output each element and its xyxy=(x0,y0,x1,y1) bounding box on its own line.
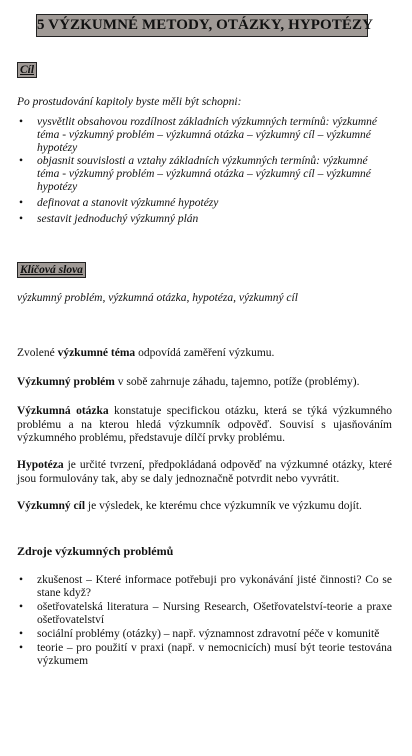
source-item: • ošetřovatelská literatura – Nursing Research, Ošetřovatelství-teorie a praxe ošetřovatelství xyxy=(17,601,392,627)
source-item: • teorie – pro použití v praxi (např. v nemocnicích) musí být teorie testována výzkumem xyxy=(17,642,392,668)
source-item: • sociální problémy (otázky) – např. významnost zdravotní péče v komunitě xyxy=(17,628,392,641)
definition-text: je určité tvrzení, předpokládaná odpověď na výzkumné otázky, které jsou formulovány tak, aby se daly jednoznačně potvrdit nebo vyvrátit. xyxy=(17,459,392,485)
goal-item: • sestavit jednoduchý výzkumný plán xyxy=(17,213,392,226)
definition-text: konstatuje specifickou otázku, která se týká výzkumného problému a na kterou hledá výzkumník odpověď. Souvisí s ujasňováním výzkumného problému, představuje dílčí prvky problému. xyxy=(17,405,392,444)
definition-term: výzkumné téma xyxy=(57,347,136,359)
keywords-label: Klíčová slova xyxy=(17,262,86,278)
definition-text: odpovídá zaměření výzkumu. xyxy=(135,347,275,359)
definition-paragraph xyxy=(17,405,392,446)
definition-text: v sobě zahrnuje záhadu, tajemno, potíže (problémy). xyxy=(114,376,360,388)
chapter-title: 5 VÝZKUMNÉ METODY, OTÁZKY, HYPOTÉZY xyxy=(36,14,368,37)
goal-item: • objasnit souvislosti a vztahy základních výzkumných termínů: výzkumné téma - výzkumný problém – výzkumná otázka – výzkumný cíl – výzkumné hypotézy xyxy=(17,155,392,194)
goal-item: • vysvětlit obsahovou rozdílnost základních výzkumných termínů: výzkumné téma - výzkumný problém – výzkumná otázka – výzkumný cíl – výzkumné hypotézy xyxy=(17,116,392,155)
definition-prefix: Zvolené xyxy=(17,347,58,359)
definition-paragraph xyxy=(17,459,392,486)
goal-list xyxy=(17,116,392,226)
keywords-text: výzkumný problém, výzkumná otázka, hypotéza, výzkumný cíl xyxy=(17,292,298,304)
definition-term: Hypotéza xyxy=(17,459,64,471)
definition-term: Výzkumný cíl xyxy=(17,500,86,512)
source-item: • zkušenost – Které informace potřebuji pro vykonávání jisté činnosti? Co se stane když? xyxy=(17,574,392,600)
definition-paragraph xyxy=(17,376,392,390)
definition-term: Výzkumná otázka xyxy=(17,405,109,417)
goal-label: Cíl xyxy=(17,62,37,78)
goal-intro: Po prostudování kapitoly byste měli být schopni: xyxy=(17,96,242,108)
definition-paragraph xyxy=(17,347,392,361)
definition-paragraph xyxy=(17,500,392,514)
goal-item: • definovat a stanovit výzkumné hypotézy xyxy=(17,197,392,210)
sources-heading: Zdroje výzkumných problémů xyxy=(17,544,174,558)
definition-text: je výsledek, ke kterému chce výzkumník ve výzkumu dojít. xyxy=(85,500,362,512)
sources-list xyxy=(17,574,392,668)
definition-term: Výzkumný problém xyxy=(17,376,115,388)
